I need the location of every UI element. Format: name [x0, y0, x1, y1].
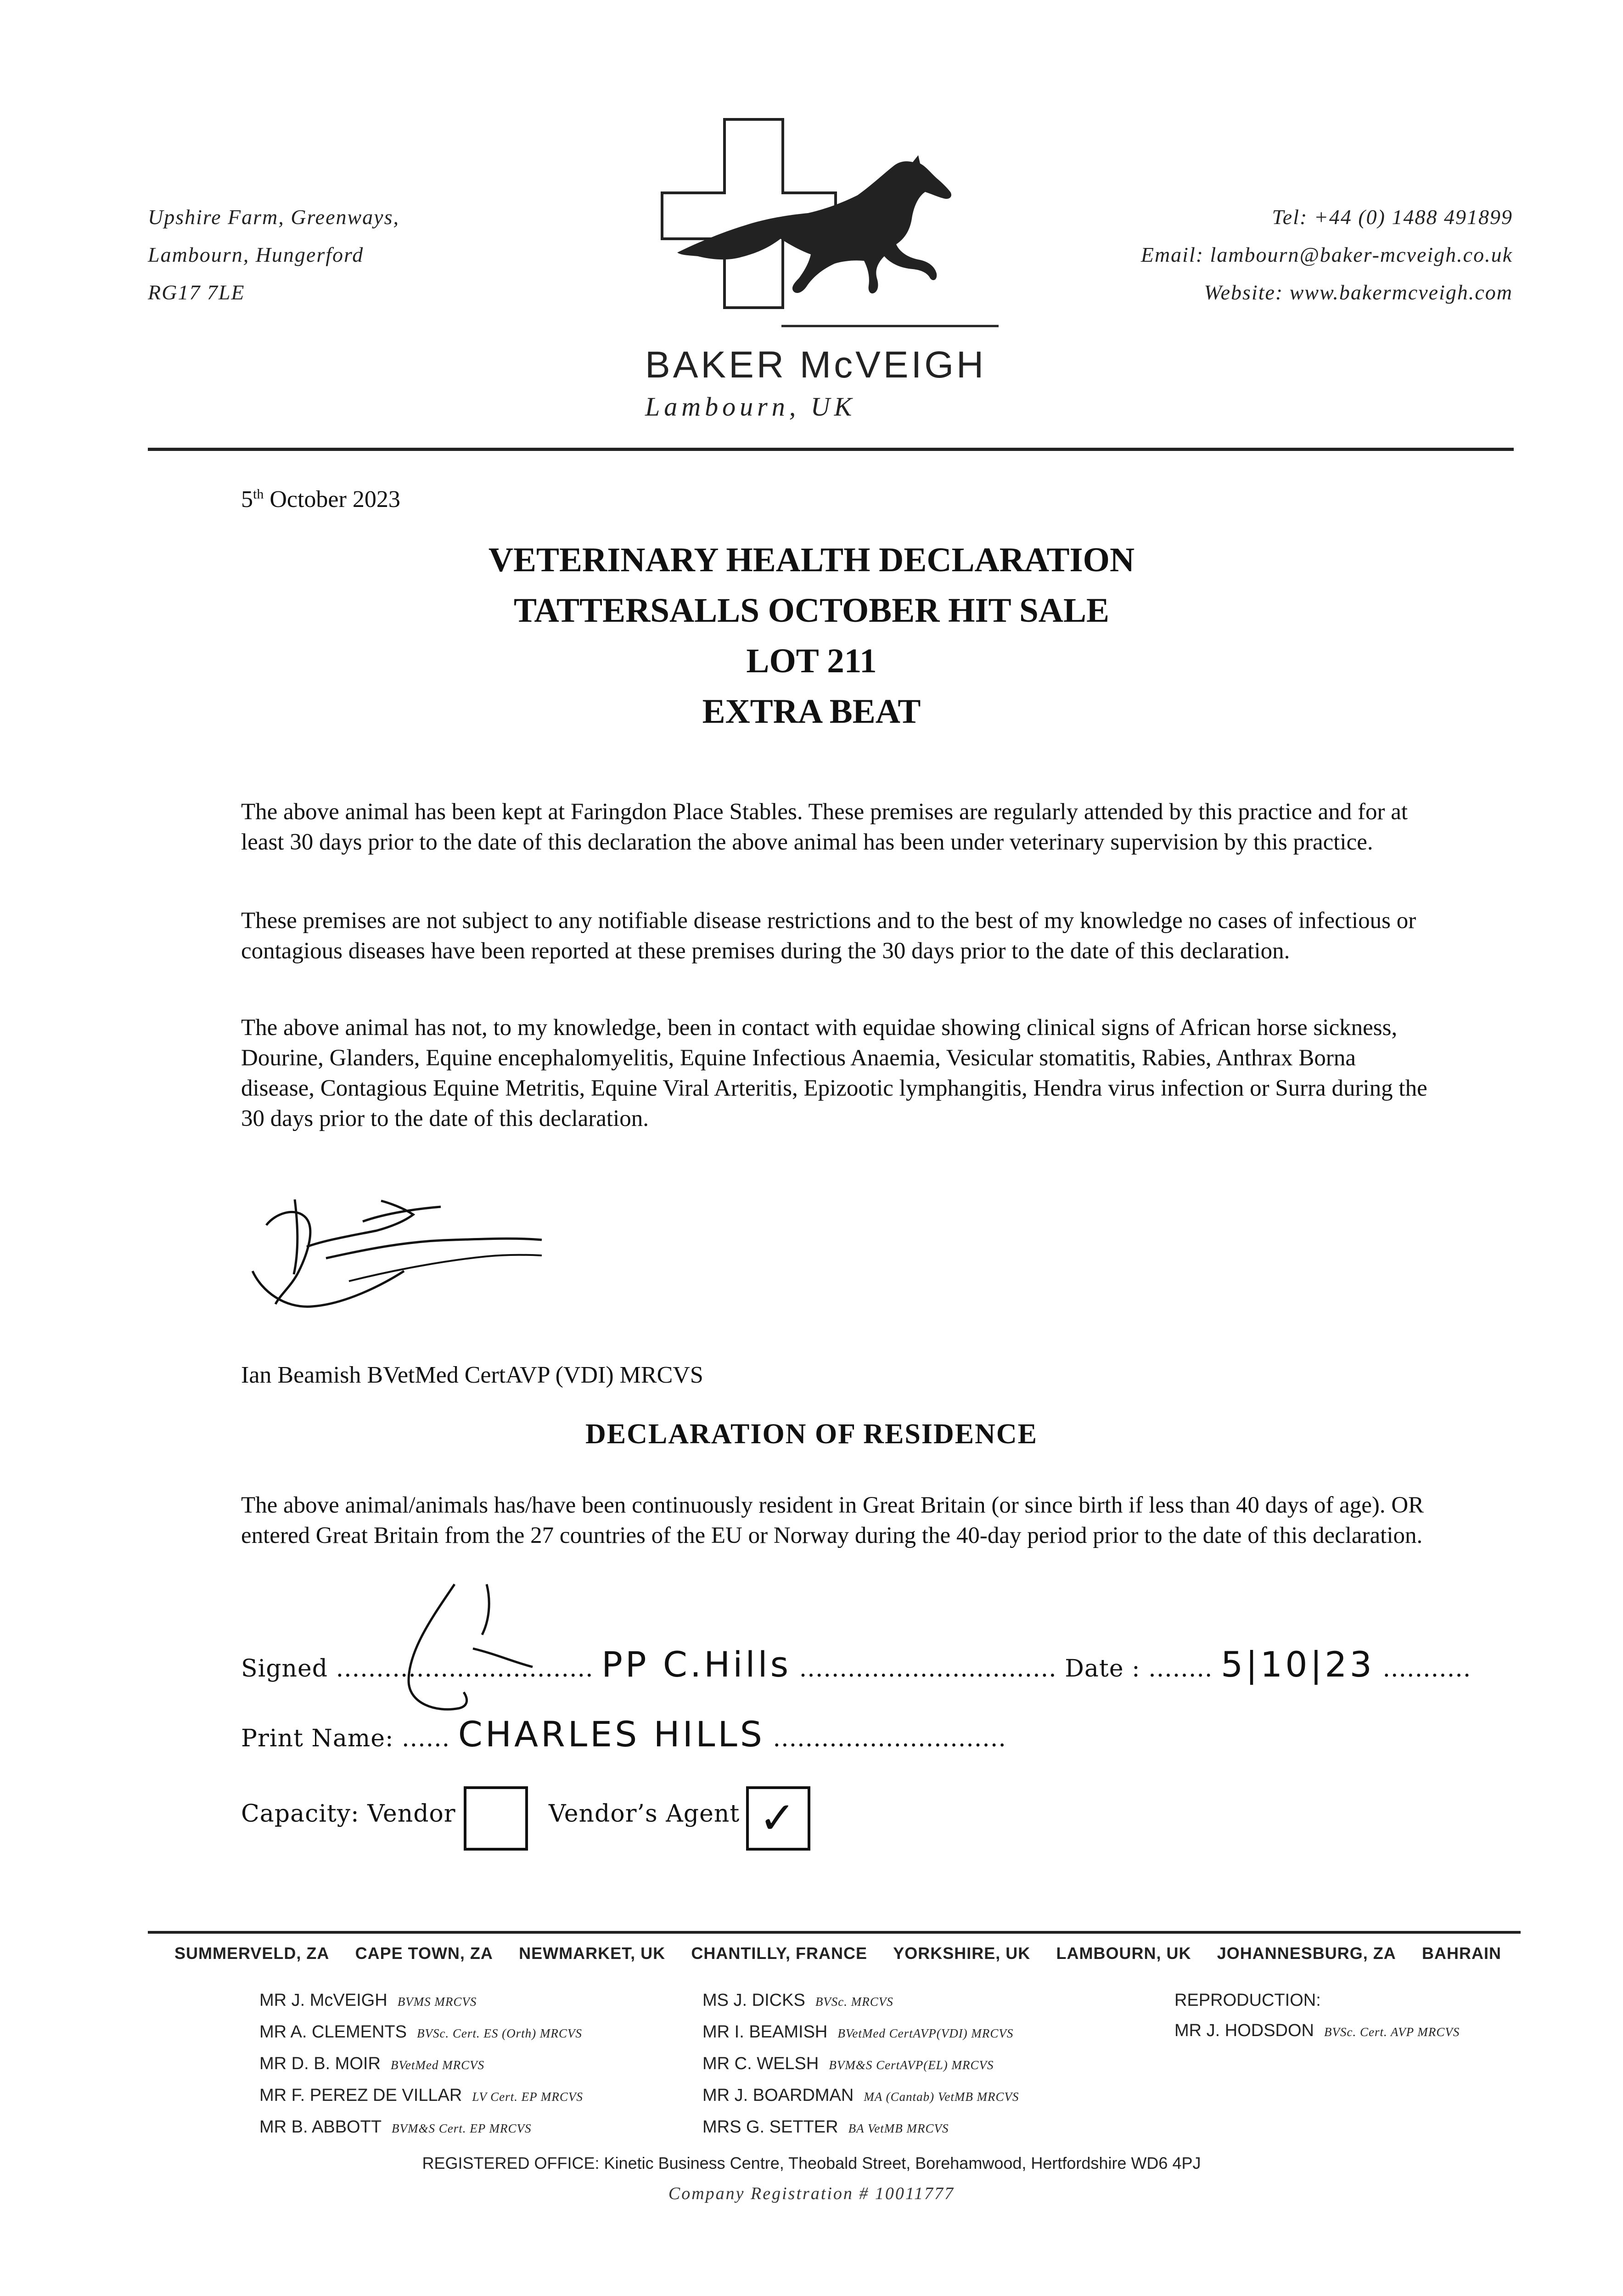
staff-quals: MA (Cantab) VetMB MRCVS [864, 2090, 1019, 2104]
staff-quals: BVSc. MRCVS [815, 1995, 893, 2009]
office-location: NEWMARKET, UK [519, 1944, 666, 1963]
staff-name: MR J. HODSDON [1174, 2021, 1314, 2040]
office-location: CHANTILLY, FRANCE [691, 1944, 868, 1963]
staff-quals: BA VetMB MRCVS [848, 2122, 949, 2135]
dotted-line: ............................. [773, 1725, 1006, 1752]
staff-entry [259, 2112, 583, 2144]
staff-entry [259, 2048, 583, 2080]
dotted-line: ........ [1148, 1655, 1213, 1683]
date-day: 5 [241, 486, 253, 512]
residence-title: DECLARATION OF RESIDENCE [585, 1418, 1038, 1450]
paragraph-text: The above animal has been kept at Faringdon Place Stables. These premises are regularly attended by this practice and for at least 30 days prior to the date of this declaration the above animal has been under veterinary supervision by this practice. [241, 799, 1408, 855]
title-line: TATTERSALLS OCTOBER HIT SALE [513, 591, 1109, 630]
staff-entry [702, 1985, 1019, 2017]
staff-name: MRS G. SETTER [702, 2117, 838, 2137]
staff-quals: LV Cert. EP MRCVS [472, 2090, 583, 2104]
staff-name: MR C. WELSH [702, 2054, 819, 2073]
paragraph-contact [241, 1013, 1435, 1134]
paragraph-text: The above animal has not, to my knowledge, been in contact with equidae showing clinical signs of African horse sickness, Dourine, Glanders, Equine encephalomyelitis, Equine Infectious Anaemia, Vesicular stomatitis, Rabies, Anthrax Borna disease, Contagious Equine Metritis, Equine Viral Arteritis, Epizootic lymphangitis, Hendra virus infection or Surra during the 30 days prior to the date of this declaration. [241, 1015, 1427, 1131]
staff-quals: BVMS MRCVS [397, 1995, 477, 2009]
staff-name: MR J. BOARDMAN [702, 2086, 854, 2105]
header-divider [148, 448, 1514, 451]
signed-row [241, 1644, 1471, 1685]
title-line: LOT 211 [746, 642, 877, 680]
date-suffix: th [253, 486, 264, 502]
brand-location: Lambourn, UK [645, 392, 856, 422]
practice-address [148, 198, 399, 311]
contact-phone: Tel: +44 (0) 1488 491899 [1272, 205, 1513, 229]
vet-name: Ian Beamish BVetMed CertAVP (VDI) MRCVS [241, 1362, 703, 1388]
paragraph-restrictions [241, 906, 1435, 966]
practice-contact [1141, 198, 1513, 311]
paragraph-text: These premises are not subject to any notifiable disease restrictions and to the best of my knowledge no cases of infectious or contagious diseases have been reported at these premises during the 30 days prior to the date of this declaration. [241, 908, 1416, 964]
footer-divider [148, 1931, 1521, 1934]
document-date [241, 486, 400, 513]
staff-entry [702, 2048, 1019, 2080]
registered-office: REGISTERED OFFICE: Kinetic Business Centre, Theobald Street, Borehamwood, Hertfordshire WD6 4PJ [422, 2154, 1201, 2172]
check-mark-icon: ✓ [759, 1792, 797, 1844]
staff-entry [259, 2017, 583, 2048]
address-line: RG17 7LE [148, 281, 245, 304]
print-name-label: Print Name: [241, 1725, 394, 1752]
staff-quals: BVM&S Cert. EP MRCVS [392, 2122, 532, 2135]
capacity-vendor-label: Capacity: Vendor [241, 1800, 456, 1828]
vendor-checkbox[interactable] [464, 1786, 528, 1851]
staff-column-1 [259, 1985, 583, 2144]
dotted-line: ................................ [799, 1655, 1065, 1683]
staff-entry [702, 2080, 1019, 2112]
title-line: EXTRA BEAT [702, 692, 921, 731]
staff-quals: BVetMed MRCVS [390, 2058, 485, 2072]
signed-label: Signed [241, 1655, 328, 1683]
signed-value[interactable]: PP C.Hills [601, 1644, 792, 1685]
date-value[interactable]: 5|10|23 [1220, 1644, 1375, 1685]
paragraph-text: The above animal/animals has/have been continuously resident in Great Britain (or since birth if less than 40 days of age). OR entered Great Britain from the 27 countries of the EU or Norway during the 40-day period prior to the date of this declaration. [241, 1492, 1424, 1548]
office-location: YORKSHIRE, UK [893, 1944, 1031, 1963]
staff-entry [702, 2017, 1019, 2048]
company-registration: Company Registration # 10011777 [668, 2184, 955, 2203]
dotted-line: ................................ [336, 1655, 602, 1683]
declaration-titles [0, 535, 1623, 737]
staff-name: MS J. DICKS [702, 1991, 805, 2010]
staff-name: MR J. McVEIGH [259, 1991, 387, 2010]
dotted-line: ........... [1382, 1655, 1471, 1683]
residence-paragraph [241, 1490, 1444, 1551]
vendor-agent-checkbox[interactable] [746, 1786, 810, 1851]
staff-entry [1174, 2015, 1460, 2047]
dotted-line: ...... [402, 1725, 450, 1752]
address-line: Lambourn, Hungerford [148, 243, 364, 266]
contact-email: Email: lambourn@baker-mcveigh.co.uk [1140, 243, 1513, 266]
office-location: SUMMERVELD, ZA [174, 1944, 330, 1963]
staff-entry [702, 2112, 1019, 2144]
office-location: BAHRAIN [1421, 1944, 1501, 1963]
staff-name: MR F. PEREZ DE VILLAR [259, 2086, 462, 2105]
staff-quals: BVSc. Cert. AVP MRCVS [1324, 2025, 1460, 2039]
staff-entry [259, 1985, 583, 2017]
staff-name: MR I. BEAMISH [702, 2022, 828, 2042]
vendor-agent-label: Vendor’s Agent [549, 1800, 740, 1828]
staff-name: MR A. CLEMENTS [259, 2022, 407, 2042]
paragraph-premises [241, 797, 1435, 857]
title-line: VETERINARY HEALTH DECLARATION [488, 541, 1135, 579]
staff-quals: BVSc. Cert. ES (Orth) MRCVS [416, 2026, 582, 2040]
cross-horse-logo-icon [643, 115, 1001, 335]
contact-website: Website: www.bakermcveigh.com [1204, 281, 1513, 304]
office-location: CAPE TOWN, ZA [355, 1944, 493, 1963]
staff-entry [259, 2080, 583, 2112]
office-locations [174, 1944, 1501, 1963]
brand-name: BAKER McVEIGH [645, 344, 987, 386]
print-name-value[interactable]: CHARLES HILLS [458, 1714, 765, 1755]
date-label: Date : [1065, 1655, 1140, 1683]
office-location: LAMBOURN, UK [1056, 1944, 1191, 1963]
staff-quals: BVetMed CertAVP(VDI) MRCVS [837, 2026, 1014, 2040]
office-location: JOHANNESBURG, ZA [1217, 1944, 1396, 1963]
reproduction-label: REPRODUCTION: [1174, 1991, 1321, 2010]
print-name-row [241, 1714, 1006, 1755]
staff-name: MR D. B. MOIR [259, 2054, 381, 2073]
staff-quals: BVM&S CertAVP(EL) MRCVS [829, 2058, 994, 2072]
date-rest: October 2023 [264, 486, 400, 512]
staff-name: MR B. ABBOTT [259, 2117, 382, 2137]
staff-column-2 [702, 1985, 1019, 2144]
capacity-row [241, 1786, 884, 1860]
address-line: Upshire Farm, Greenways, [148, 205, 399, 229]
staff-column-reproduction [1174, 1985, 1460, 2047]
vet-signature-icon [248, 1171, 615, 1322]
